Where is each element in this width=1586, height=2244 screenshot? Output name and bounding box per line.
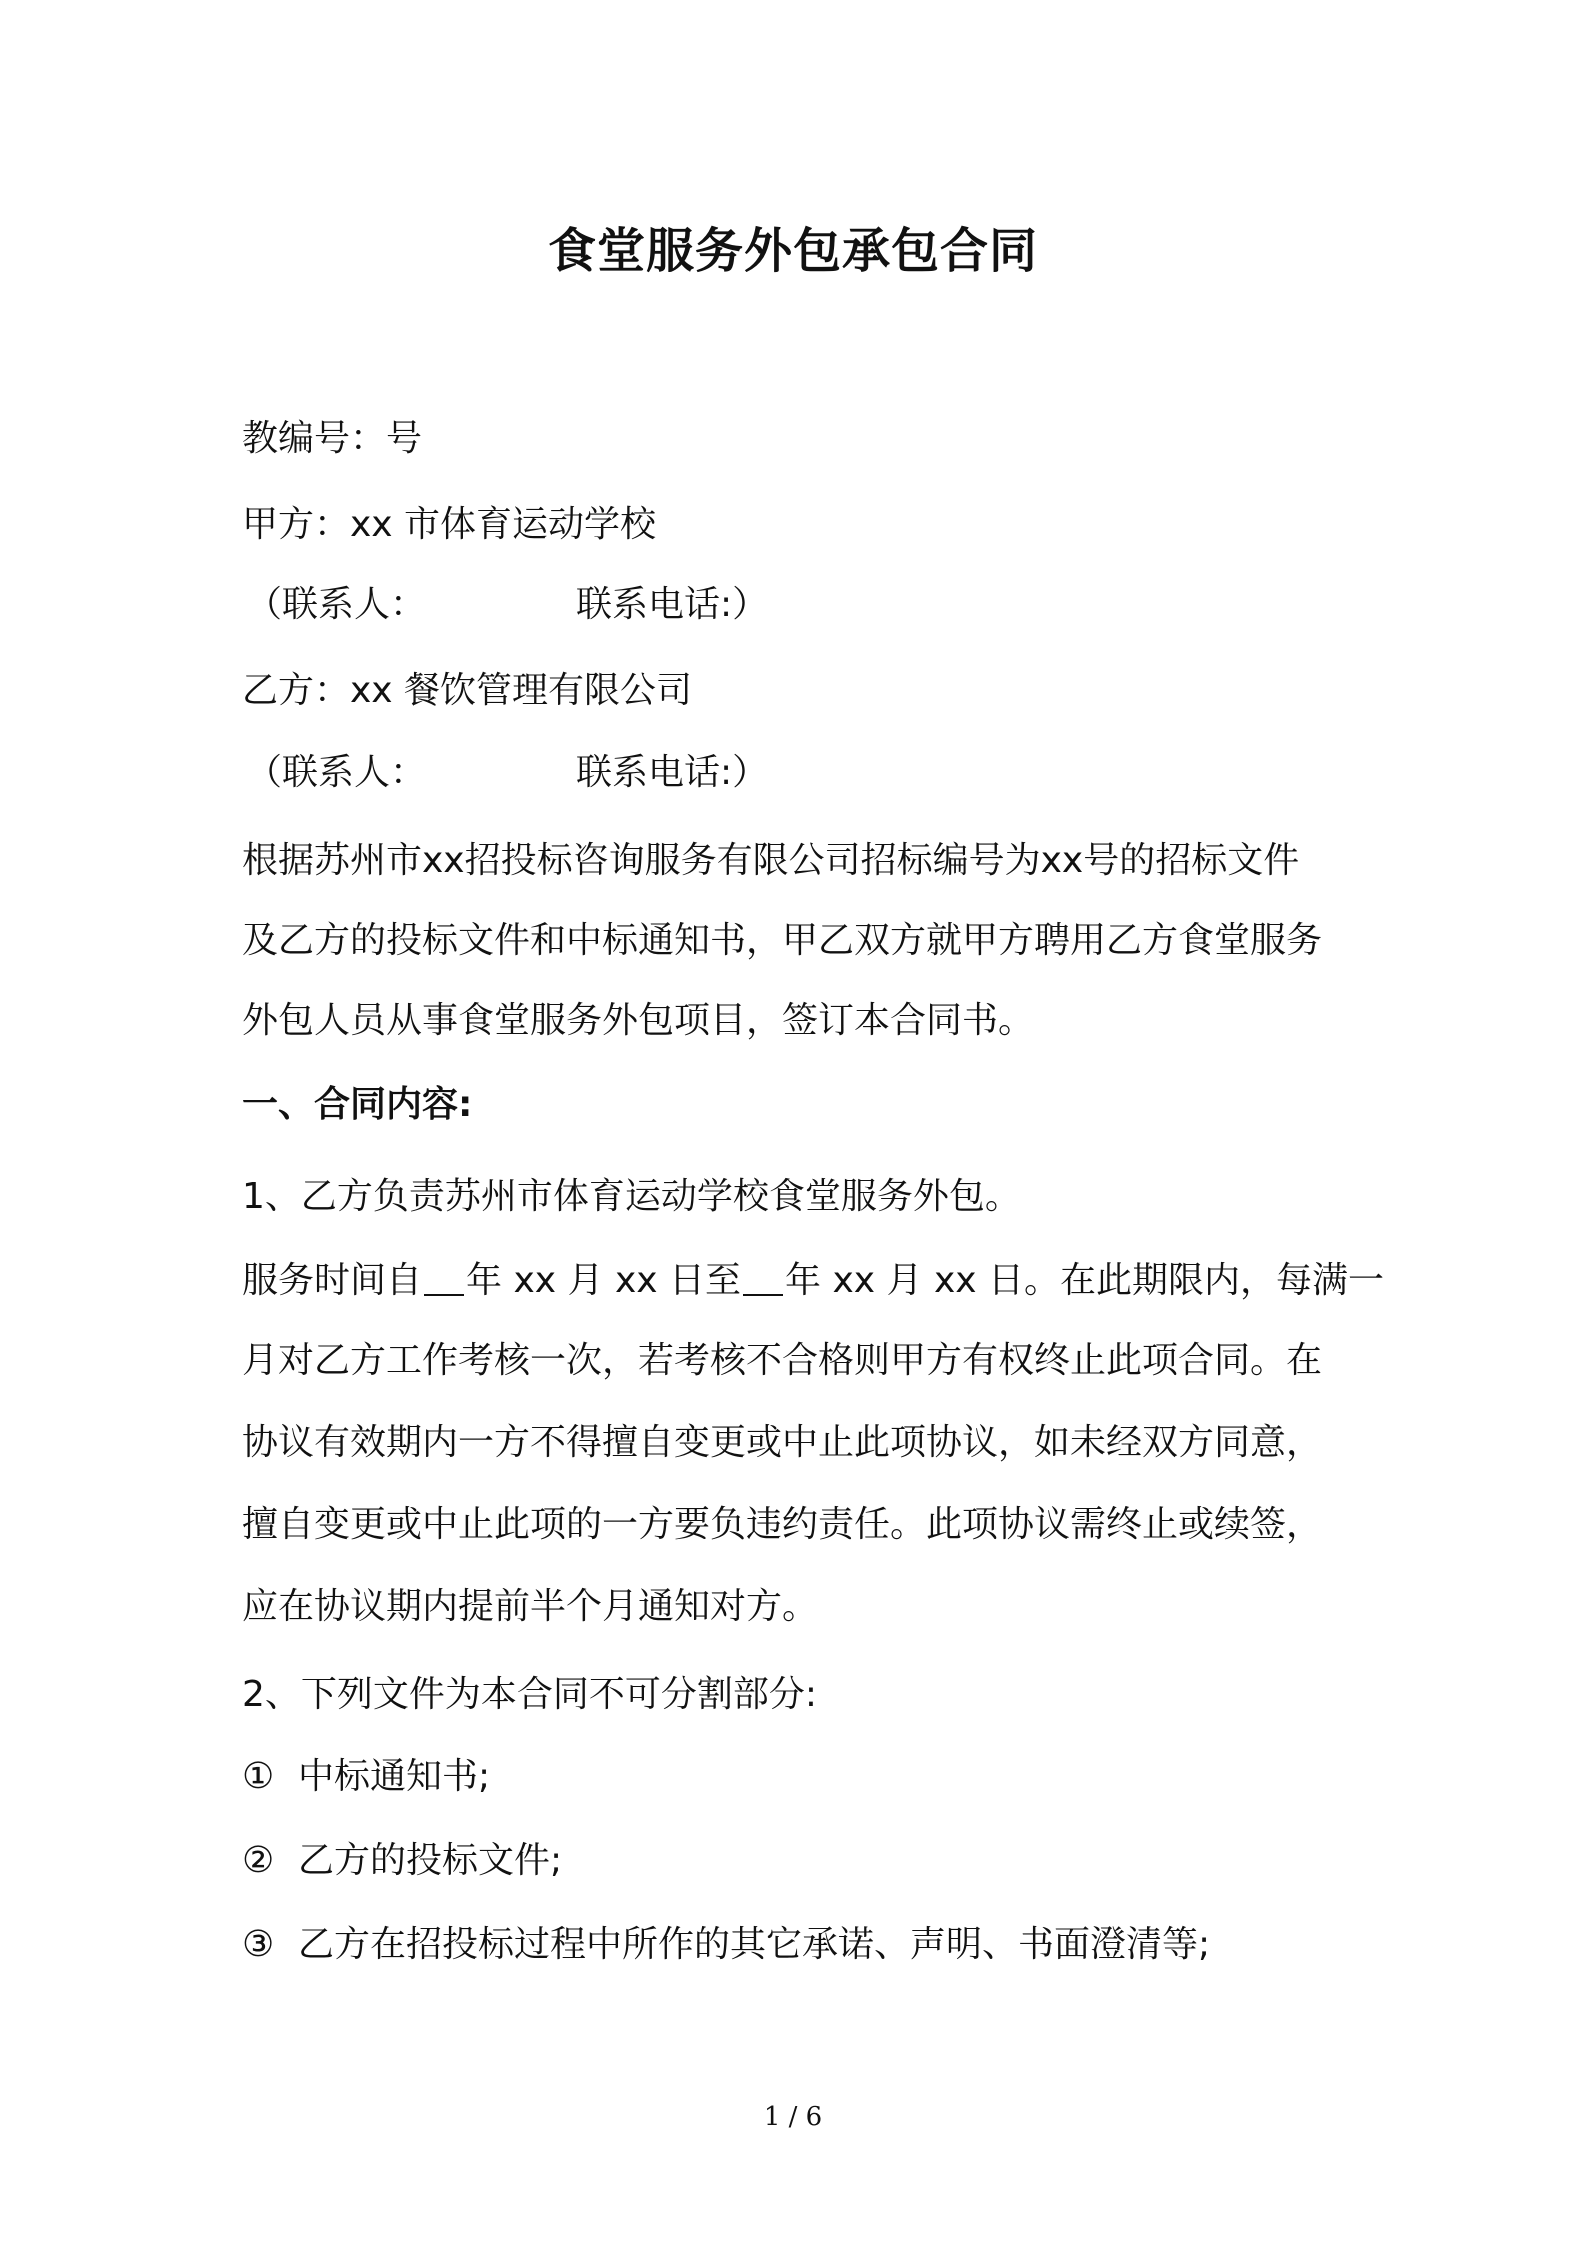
list-text: 乙方在招投标过程中所作的其它承诺、声明、书面澄清等; [298,1924,1211,1965]
blank-underline [424,1260,464,1296]
party-b-contact [246,748,1356,798]
list-item [242,1920,1352,1970]
intro-line: 根据苏州市xx招投标咨询服务有限公司招标编号为xx号的招标文件 [242,840,1300,881]
party-a: 甲方：xx 市体育运动学校 [242,504,657,545]
list-item [242,1752,1352,1802]
section-heading: 一、合同内容: [242,1084,473,1125]
list-marker: ③ [242,1924,275,1965]
phone-label: 联系电话:） [576,584,769,625]
service-time-suffix: 年 xx 月 xx 日。在此期限内，每满一 [785,1260,1385,1301]
clause-1-body: 擅自变更或中止此项的一方要负违约责任。此项协议需终止或续签， [242,1504,1323,1545]
clause-1-body: 应在协议期内提前半个月通知对方。 [242,1586,819,1627]
clause-1: 1、乙方负责苏州市体育运动学校食堂服务外包。 [242,1176,1021,1217]
list-text: 乙方的投标文件; [298,1840,563,1881]
service-time-prefix: 服务时间自 [242,1260,423,1301]
document-title: 食堂服务外包承包合同 [547,223,1038,279]
list-marker: ① [242,1756,275,1797]
service-time-line [242,1256,1385,1306]
party-a-contact [246,580,1356,630]
list-item [242,1836,1352,1886]
intro-line: 外包人员从事食堂服务外包项目，签订本合同书。 [242,1000,1035,1041]
clause-2: 2、下列文件为本合同不可分割部分: [242,1674,818,1715]
blank-underline [743,1260,783,1296]
clause-1-body: 协议有效期内一方不得擅自变更或中止此项协议，如未经双方同意， [242,1422,1323,1463]
intro-line: 及乙方的投标文件和中标通知书，甲乙双方就甲方聘用乙方食堂服务 [242,920,1323,961]
list-marker: ② [242,1840,275,1881]
page-number: 1 / 6 [763,2102,823,2132]
list-text: 中标通知书; [298,1756,491,1797]
phone-label: 联系电话:） [576,752,769,793]
contact-label: （联系人： [246,584,427,625]
contact-label: （联系人： [246,752,427,793]
doc-number: 教编号：号 [242,418,423,459]
clause-1-body: 月对乙方工作考核一次，若考核不合格则甲方有权终止此项合同。在 [242,1340,1323,1381]
service-time-mid: 年 xx 月 xx 日至 [466,1260,742,1301]
party-b: 乙方：xx 餐饮管理有限公司 [242,670,693,711]
